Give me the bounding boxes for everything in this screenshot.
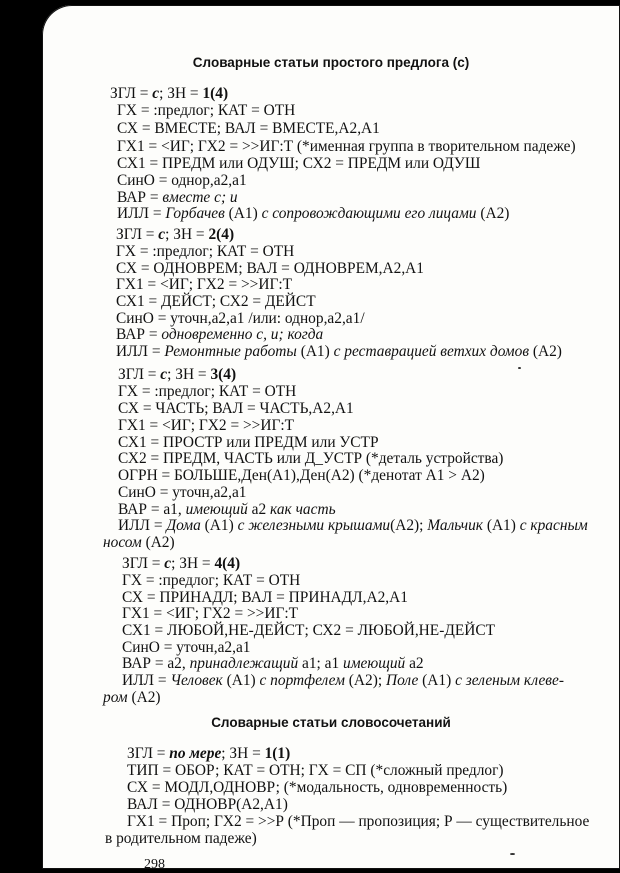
entry-fragment: ВАР = [116, 326, 162, 343]
entry-fragment: (А1) [296, 343, 334, 360]
entry-fragment: одновременно с, и; когда [161, 326, 324, 343]
entry-line: ВАЛ = ОДНОВР(А2,А1) [127, 796, 288, 813]
entry-fragment: с портфелем [259, 672, 345, 689]
entry-line: СХ = ЧАСТЬ; ВАЛ = ЧАСТЬ,А2,А1 [118, 400, 354, 417]
entry-line: ГХ = :предлог; КАТ = ОТН [117, 102, 296, 119]
entry-fragment: с [164, 555, 172, 572]
entry-fragment: с сопровождающими его лицами [261, 205, 477, 222]
entry-fragment: ЗГЛ = [118, 366, 161, 383]
entry-fragment: с зеленым клеве- [455, 672, 564, 689]
entry-fragment: ; ЗН = [221, 745, 265, 762]
entry-fragment: (А2); [344, 672, 386, 689]
entry-line: ГХ1 = Проп; ГХ2 = >>Р (*Проп — пропозиция; Р — существительное [127, 813, 590, 830]
entry-fragment: ВАР = а2, [122, 655, 190, 672]
entry-fragment: ; ЗН = [159, 85, 203, 102]
entry-line: СинО = однор,а2,а1 [117, 172, 247, 189]
entry-fragment: ВАР = [117, 189, 163, 206]
entry-fragment: ИЛЛ = [118, 517, 167, 534]
entry-line [110, 86, 228, 102]
entry-fragment: с красным [519, 517, 588, 534]
entry-line [122, 556, 240, 572]
entry-fragment: а1; а1 [298, 655, 344, 672]
entry-line: ГХ = :предлог; КАТ = ОТН [116, 243, 295, 260]
entry-line [122, 656, 424, 672]
entry-line: ГХ1 = <ИГ; ГХ2 = >>ИГ:Т [116, 276, 293, 293]
entry-line [117, 206, 509, 222]
entry-fragment: вместе с; и [162, 189, 238, 206]
entry-fragment: ; ЗН = [171, 555, 215, 572]
entry-line: СинО = уточн,а2,а1 [118, 484, 247, 501]
entry-fragment: Дома [166, 517, 201, 534]
entry-fragment: а2 [247, 501, 271, 518]
entry-fragment: носом [103, 534, 142, 551]
entry-fragment: а2 [405, 655, 424, 672]
entry-line [116, 327, 323, 343]
entry-line: СХ1 = ЛЮБОЙ,НЕ-ДЕЙСТ; СХ2 = ЛЮБОЙ,НЕ-ДЕЙСТ [122, 622, 496, 639]
entry-fragment: (А1) [418, 672, 456, 689]
entry-line [118, 502, 336, 518]
entry-fragment: (А2); [390, 517, 428, 534]
page-content [42, 5, 620, 869]
entry-line: СХ1 = ДЕЙСТ; СХ2 = ДЕЙСТ [116, 293, 316, 310]
entry-line: ТИП = ОБОР; КАТ = ОТН; ГХ = СП (*сложный предлог) [127, 762, 504, 779]
entry-line [127, 746, 290, 762]
entry-line: ГХ1 = <ИГ; ГХ2 = >>ИГ:Т [118, 417, 295, 434]
entry-fragment: принадлежащий [189, 655, 299, 672]
entry-fragment: Горбачев [165, 205, 225, 222]
entry-fragment: с реставрацией ветхих домов [333, 343, 529, 360]
scan-speck [510, 853, 515, 855]
entry-line: в родительном падеже) [105, 830, 257, 847]
entry-fragment: (А1) [222, 672, 260, 689]
entry-line: СХ = ПРИНАДЛ; ВАЛ = ПРИНАДЛ,А2,А1 [122, 589, 408, 606]
entry-fragment: ; ЗН = [165, 226, 209, 243]
entry-fragment: как часть [270, 501, 336, 518]
entry-line: СинО = уточн,а2,а1 /или: однор,а2,а1/ [116, 310, 365, 327]
entry-line [118, 518, 588, 534]
entry-fragment: ЗГЛ = [116, 226, 159, 243]
entry-line: СХ = ОДНОВРЕМ; ВАЛ = ОДНОВРЕМ,А2,А1 [116, 260, 424, 277]
entry-fragment: Человек [170, 672, 223, 689]
section-heading: Словарные статьи словосочетаний [211, 715, 451, 730]
entry-fragment: ИЛЛ = [117, 205, 166, 222]
entry-fragment: (А1) [224, 205, 262, 222]
entry-fragment: (А2) [127, 689, 161, 706]
entry-line: ГХ1 = <ИГ; ГХ2 = >>ИГ:Т [122, 605, 299, 622]
entry-fragment: имеющий [185, 501, 248, 518]
entry-line [103, 690, 161, 706]
entry-fragment: с [160, 366, 168, 383]
entry-fragment: с [158, 226, 166, 243]
page-number: 298 [144, 857, 165, 872]
book-page [42, 5, 620, 872]
entry-fragment: ИЛЛ = [116, 343, 165, 360]
entry-line [122, 673, 564, 689]
entry-fragment: ; ЗН = [167, 366, 211, 383]
entry-line: ГХ = :предлог; КАТ = ОТН [118, 383, 297, 400]
entry-fragment: (А2) [529, 343, 562, 360]
entry-fragment: (А1) [482, 517, 520, 534]
entry-fragment: 2(4) [208, 226, 235, 243]
entry-fragment: ВАР = а1, [118, 501, 186, 518]
entry-fragment: (А2) [141, 534, 175, 551]
entry-line [116, 227, 234, 243]
entry-fragment: Поле [385, 672, 419, 689]
entry-line: ГХ = :предлог; КАТ = ОТН [122, 572, 301, 589]
entry-fragment: 1(1) [264, 745, 291, 762]
entry-fragment: с [152, 85, 160, 102]
entry-line [118, 367, 236, 383]
entry-fragment: 4(4) [214, 555, 241, 572]
scan-speck [518, 367, 521, 369]
entry-fragment: имеющий [343, 655, 406, 672]
entry-fragment: ИЛЛ = [122, 672, 171, 689]
entry-line: СинО = уточн,а2,а1 [122, 639, 251, 656]
entry-line [116, 344, 562, 360]
entry-line [117, 190, 238, 206]
entry-fragment: 1(4) [202, 85, 229, 102]
entry-fragment: Мальчик [427, 517, 483, 534]
entry-line: ОГРН = БОЛЬШЕ,Ден(А1),Ден(А2) (*денотат А1 > А2) [118, 467, 485, 484]
entry-line: СХ2 = ПРЕДМ, ЧАСТЬ или Д_УСТР (*деталь устройства) [118, 450, 504, 467]
entry-fragment: 3(4) [210, 366, 237, 383]
entry-fragment: (А1) [200, 517, 238, 534]
section-heading: Словарные статьи простого предлога (с) [192, 55, 470, 70]
entry-line: ГХ1 = <ИГ; ГХ2 = >>ИГ:Т (*именная группа в творительном падеже) [117, 138, 576, 155]
entry-line: СХ1 = ПРЕДМ или ОДУШ; СХ2 = ПРЕДМ или ОДУШ [117, 155, 481, 172]
entry-fragment: (А2) [476, 205, 510, 222]
entry-fragment: Ремонтные работы [164, 343, 297, 360]
entry-fragment: ЗГЛ = [122, 555, 165, 572]
entry-line: СХ = МОДЛ,ОДНОВР; (*модальность, одновременность) [127, 779, 508, 796]
entry-fragment: с железными крышами [237, 517, 391, 534]
entry-fragment: ЗГЛ = [110, 85, 153, 102]
entry-line [103, 535, 175, 551]
entry-line: СХ1 = ПРОСТР или ПРЕДМ или УСТР [118, 434, 379, 451]
entry-fragment: ром [103, 689, 128, 706]
entry-fragment: ЗГЛ = [127, 745, 170, 762]
entry-line: СХ = ВМЕСТЕ; ВАЛ = ВМЕСТЕ,А2,А1 [117, 120, 380, 137]
entry-fragment: по мере [169, 745, 222, 762]
